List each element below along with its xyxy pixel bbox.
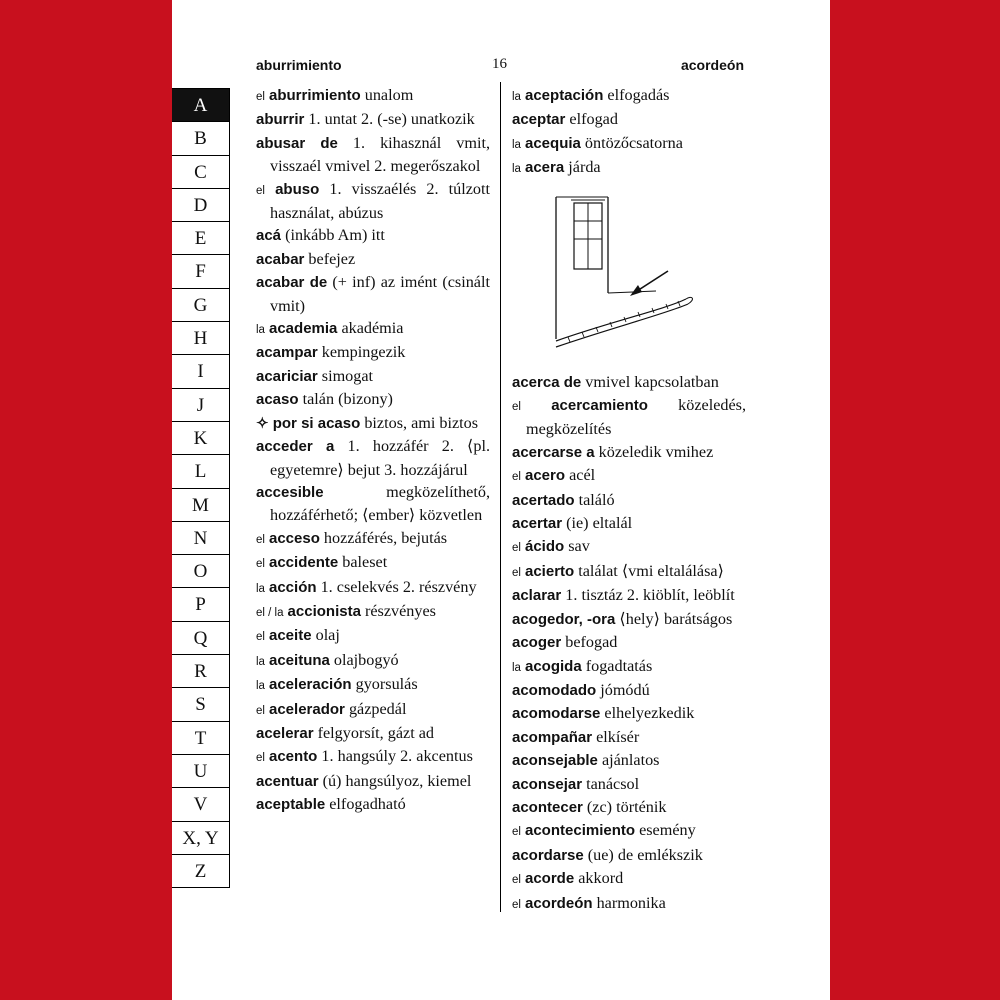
translation: sav bbox=[568, 537, 590, 556]
headword: aceituna bbox=[269, 651, 330, 669]
dictionary-entry bbox=[256, 365, 490, 388]
headword: acercamiento bbox=[551, 397, 648, 415]
headword: aceleración bbox=[269, 676, 352, 694]
dictionary-entry bbox=[256, 551, 490, 575]
page-number: 16 bbox=[492, 56, 507, 72]
tab-letter-b[interactable]: B bbox=[172, 122, 230, 155]
article: el bbox=[256, 533, 265, 546]
headword: acabar bbox=[256, 250, 305, 268]
headword: aburrir bbox=[256, 111, 305, 129]
article: el bbox=[256, 558, 265, 571]
dictionary-entry bbox=[256, 576, 490, 600]
article: la bbox=[512, 661, 521, 674]
translation: gázpedál bbox=[348, 699, 407, 718]
dictionary-entry bbox=[256, 224, 490, 247]
headword: acción bbox=[269, 578, 317, 596]
tab-letter-p[interactable]: P bbox=[172, 588, 230, 621]
translation: felgyorsít, gázt ad bbox=[317, 723, 435, 742]
translation: elfogadás bbox=[607, 86, 670, 104]
header-first-word: aburrimiento bbox=[256, 57, 342, 73]
dictionary-entry bbox=[256, 248, 490, 271]
entries-column-left bbox=[256, 84, 490, 817]
tab-letter-z[interactable]: Z bbox=[172, 855, 230, 888]
article: el bbox=[256, 184, 265, 197]
headword: acceso bbox=[269, 529, 320, 547]
dictionary-entry bbox=[256, 745, 490, 769]
headword: aconsejable bbox=[512, 752, 598, 770]
headword: acariciar bbox=[256, 367, 318, 385]
dictionary-entry bbox=[512, 749, 746, 772]
article: el bbox=[256, 752, 265, 765]
article: el bbox=[512, 566, 521, 579]
headword: aceptar bbox=[512, 111, 566, 129]
translation: ajánlatos bbox=[601, 751, 660, 770]
tab-letter-f[interactable]: F bbox=[172, 255, 230, 288]
dictionary-entry bbox=[512, 584, 746, 607]
dictionary-entry bbox=[512, 819, 746, 843]
dictionary-entry bbox=[256, 84, 490, 108]
tab-letter-a[interactable]: A bbox=[172, 89, 230, 122]
article: el bbox=[512, 542, 521, 555]
headword: acabar de bbox=[256, 274, 328, 292]
article: el bbox=[256, 91, 265, 103]
translation: hozzáférés, bejutás bbox=[323, 528, 448, 547]
translation: akkord bbox=[578, 869, 624, 888]
tab-letter-j[interactable]: J bbox=[172, 389, 230, 422]
dictionary-entry bbox=[512, 892, 746, 916]
alphabet-thumb-index bbox=[172, 88, 230, 888]
headword: abusar de bbox=[256, 134, 338, 152]
dictionary-entry bbox=[512, 108, 746, 131]
dictionary-entry bbox=[256, 132, 490, 178]
headword: acá bbox=[256, 227, 282, 245]
tab-letter-d[interactable]: D bbox=[172, 189, 230, 222]
dictionary-entry bbox=[512, 441, 746, 464]
tab-letter-l[interactable]: L bbox=[172, 455, 230, 488]
tab-letter-k[interactable]: K bbox=[172, 422, 230, 455]
dictionary-page bbox=[172, 0, 830, 1000]
translation: (ie) eltalál bbox=[566, 514, 633, 533]
dictionary-entry bbox=[512, 156, 746, 180]
tab-letter-u[interactable]: U bbox=[172, 755, 230, 788]
translation: vmivel kapcsolatban bbox=[585, 372, 719, 391]
translation: öntözőcsatorna bbox=[584, 133, 683, 152]
translation: harmonika bbox=[596, 893, 666, 912]
dictionary-entry bbox=[512, 84, 746, 108]
headword: acelerar bbox=[256, 724, 314, 742]
header-last-word: acordeón bbox=[680, 57, 744, 73]
article: la bbox=[256, 324, 265, 337]
headword: acampar bbox=[256, 344, 318, 362]
dictionary-entry bbox=[512, 726, 746, 749]
headword: acercarse a bbox=[512, 443, 595, 461]
headword: acertar bbox=[512, 515, 563, 533]
headword: aceptación bbox=[525, 87, 604, 104]
translation: unalom bbox=[364, 86, 414, 104]
translation: befogad bbox=[565, 633, 618, 652]
headword: acierto bbox=[525, 562, 575, 580]
acera-drawing bbox=[526, 191, 736, 371]
tab-letter-xy[interactable]: X, Y bbox=[172, 822, 230, 855]
entries-column-right bbox=[512, 84, 746, 916]
dictionary-entry bbox=[256, 388, 490, 411]
headword: abuso bbox=[275, 180, 320, 198]
headword: acontecimiento bbox=[525, 822, 636, 840]
headword: aceptable bbox=[256, 796, 326, 814]
translation: olaj bbox=[315, 626, 340, 645]
translation: 1. hangsúly 2. akcentus bbox=[321, 747, 473, 766]
headword: acelerador bbox=[269, 700, 345, 718]
dictionary-entry bbox=[512, 394, 746, 441]
translation: (ú) hangsúlyoz, kiemel bbox=[322, 771, 472, 790]
translation: 1. kihasznál vmit, visszaél vmivel 2. megerőszakol bbox=[270, 133, 490, 176]
translation: baleset bbox=[342, 553, 388, 572]
dictionary-entry bbox=[256, 178, 490, 225]
translation: akadémia bbox=[341, 319, 404, 338]
headword: aclarar bbox=[512, 587, 562, 605]
translation: járda bbox=[568, 158, 601, 177]
dictionary-entry bbox=[256, 271, 490, 317]
dictionary-entry bbox=[512, 773, 746, 796]
article: el bbox=[512, 898, 521, 911]
headword: acomodarse bbox=[512, 705, 601, 723]
article: el bbox=[512, 401, 521, 414]
dictionary-entry bbox=[256, 527, 490, 551]
dictionary-entry bbox=[256, 770, 490, 793]
dictionary-entry bbox=[512, 512, 746, 535]
tab-letter-r[interactable]: R bbox=[172, 655, 230, 688]
translation: 1. untat 2. (-se) unatkozik bbox=[308, 110, 475, 129]
tab-letter-e[interactable]: E bbox=[172, 222, 230, 255]
dictionary-entry bbox=[256, 722, 490, 745]
dictionary-entry bbox=[256, 673, 490, 697]
article: el bbox=[512, 874, 521, 887]
headword: acompañar bbox=[512, 728, 593, 746]
translation: befejez bbox=[308, 249, 356, 268]
translation: (+ inf) az imént (csinált vmit) bbox=[270, 273, 490, 315]
dictionary-entry bbox=[512, 796, 746, 819]
column-divider bbox=[500, 82, 501, 912]
dictionary-entry bbox=[512, 371, 746, 394]
translation: jómódú bbox=[600, 680, 650, 699]
translation: 1. cselekvés 2. részvény bbox=[320, 577, 477, 596]
tab-letter-n[interactable]: N bbox=[172, 522, 230, 555]
headword: acordeón bbox=[525, 894, 593, 912]
translation: 1. visszaélés 2. túlzott használat, abúzus bbox=[270, 179, 491, 223]
translation: fogadtatás bbox=[585, 656, 653, 675]
tab-letter-g[interactable]: G bbox=[172, 289, 230, 322]
translation: részvényes bbox=[364, 601, 436, 620]
headword: accionista bbox=[287, 602, 361, 620]
dictionary-entry bbox=[512, 464, 746, 488]
tab-letter-v[interactable]: V bbox=[172, 788, 230, 821]
headword: acontecer bbox=[512, 798, 583, 816]
tab-letter-c[interactable]: C bbox=[172, 156, 230, 189]
headword: acogedor, -ora bbox=[512, 610, 616, 628]
translation: olajbogyó bbox=[333, 650, 399, 669]
article: la bbox=[512, 91, 521, 103]
translation: simogat bbox=[321, 366, 374, 385]
headword: aburrimiento bbox=[269, 87, 361, 104]
headword: acerca de bbox=[512, 373, 582, 391]
tab-letter-h[interactable]: H bbox=[172, 322, 230, 355]
dictionary-entry bbox=[512, 631, 746, 654]
dictionary-entry bbox=[256, 412, 490, 435]
dictionary-entry bbox=[256, 793, 490, 816]
translation: közeledik vmihez bbox=[598, 442, 714, 461]
translation: (zc) történik bbox=[586, 797, 667, 816]
article: el bbox=[512, 826, 521, 839]
tab-letter-o[interactable]: O bbox=[172, 555, 230, 588]
dictionary-entry bbox=[256, 108, 490, 131]
headword: acoger bbox=[512, 634, 562, 652]
article: la bbox=[256, 582, 265, 595]
translation: biztos, ami biztos bbox=[364, 413, 479, 432]
dictionary-entry bbox=[512, 489, 746, 512]
headword: acordarse bbox=[512, 846, 584, 864]
translation: talán (bizony) bbox=[302, 390, 393, 409]
headword: acaso bbox=[256, 391, 299, 409]
translation: találat ⟨vmi eltalálása⟩ bbox=[578, 561, 724, 580]
dictionary-entry bbox=[256, 600, 490, 624]
translation: ⟨hely⟩ barátságos bbox=[619, 609, 733, 628]
translation: megközelíthető, hozzáférhető; ⟨ember⟩ közvetlen bbox=[270, 482, 490, 525]
dictionary-entry bbox=[256, 624, 490, 648]
translation: tanácsol bbox=[586, 774, 640, 793]
translation: 1. tisztáz 2. kiöblít, leöblít bbox=[565, 586, 735, 605]
translation: találó bbox=[578, 490, 615, 509]
dictionary-entry bbox=[512, 132, 746, 156]
headword: acorde bbox=[525, 870, 575, 888]
dictionary-entry bbox=[512, 535, 746, 559]
headword: ácido bbox=[525, 538, 565, 556]
dictionary-entry bbox=[256, 698, 490, 722]
dictionary-entry bbox=[512, 679, 746, 702]
translation: (ue) de emlékszik bbox=[587, 845, 703, 864]
headword: accidente bbox=[269, 554, 339, 572]
headword: accesible bbox=[256, 483, 324, 501]
article: la bbox=[512, 163, 521, 176]
dictionary-entry bbox=[256, 481, 490, 527]
tab-letter-q[interactable]: Q bbox=[172, 622, 230, 655]
translation: elfogadható bbox=[329, 795, 406, 814]
article: el / la bbox=[256, 606, 284, 619]
headword: aceite bbox=[269, 627, 312, 645]
headword: ✧ por si acaso bbox=[256, 414, 361, 432]
headword: aconsejar bbox=[512, 775, 583, 793]
translation: gyorsulás bbox=[355, 675, 418, 694]
headword: acertado bbox=[512, 491, 575, 509]
tab-letter-i[interactable]: I bbox=[172, 355, 230, 388]
tab-letter-t[interactable]: T bbox=[172, 722, 230, 755]
translation: elfogad bbox=[569, 110, 618, 129]
translation: közeledés, megközelítés bbox=[526, 396, 747, 439]
dictionary-entry bbox=[256, 649, 490, 673]
dictionary-entry bbox=[512, 844, 746, 867]
dictionary-entry bbox=[512, 655, 746, 679]
headword: acogida bbox=[525, 657, 582, 675]
headword: academia bbox=[269, 320, 338, 338]
dictionary-entry bbox=[512, 608, 746, 631]
dictionary-entry bbox=[256, 341, 490, 364]
translation: elhelyezkedik bbox=[604, 704, 695, 723]
headword: acentuar bbox=[256, 772, 319, 790]
translation: acél bbox=[569, 466, 596, 485]
translation: esemény bbox=[639, 821, 696, 840]
article: la bbox=[256, 655, 265, 668]
headword: acero bbox=[525, 467, 566, 485]
tab-letter-s[interactable]: S bbox=[172, 688, 230, 721]
dictionary-entry bbox=[256, 435, 490, 481]
article: el bbox=[256, 704, 265, 717]
headword: acera bbox=[525, 159, 565, 177]
dictionary-entry bbox=[512, 560, 746, 584]
translation: kempingezik bbox=[321, 343, 406, 362]
article: la bbox=[512, 138, 521, 151]
translation: elkísér bbox=[596, 727, 640, 746]
article: la bbox=[256, 680, 265, 693]
translation: 1. hozzáfér 2. ⟨pl. egyetemre⟩ bejut 3. hozzájárul bbox=[270, 437, 490, 479]
article: el bbox=[512, 471, 521, 484]
headword: acento bbox=[269, 748, 318, 766]
headword: acceder a bbox=[256, 438, 335, 456]
dictionary-entry bbox=[256, 317, 490, 341]
article: el bbox=[256, 631, 265, 644]
dictionary-entry bbox=[512, 867, 746, 891]
headword: acomodado bbox=[512, 681, 597, 699]
sidewalk-illustration bbox=[512, 181, 746, 371]
tab-letter-m[interactable]: M bbox=[172, 489, 230, 522]
headword: acequia bbox=[525, 134, 581, 152]
dictionary-entry bbox=[512, 702, 746, 725]
translation: (inkább Am) itt bbox=[285, 226, 385, 245]
